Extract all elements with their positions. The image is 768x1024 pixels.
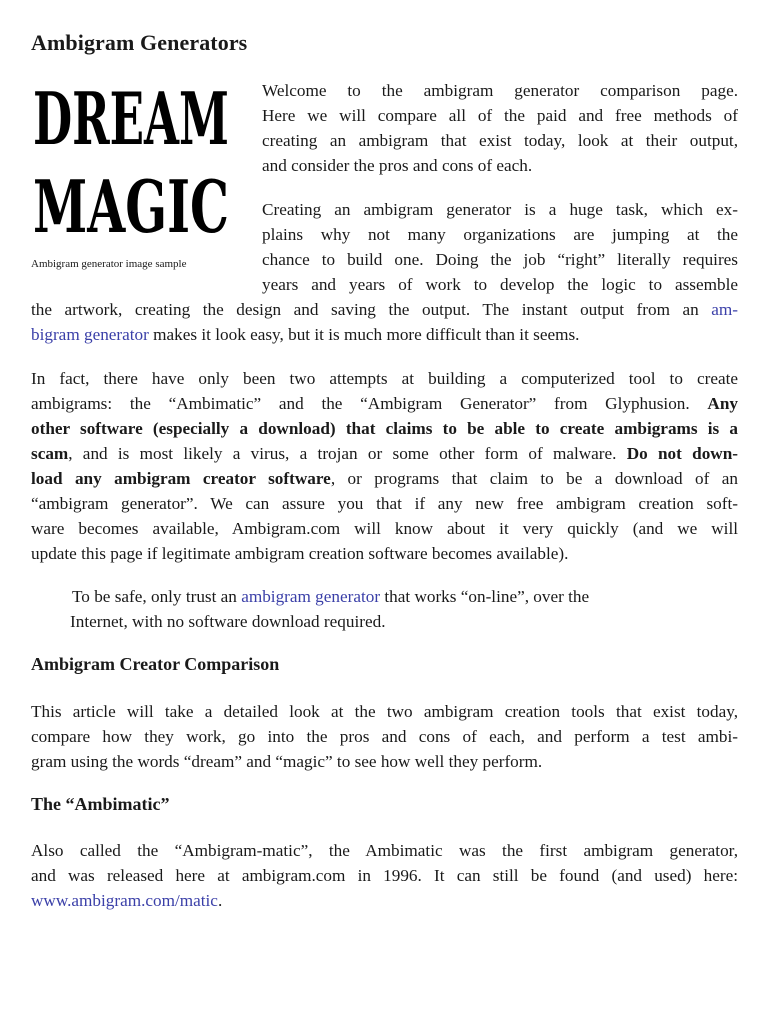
p6-line-3-post: .	[217, 891, 223, 910]
p1-line-2: Here we will compare all of the paid and free methods of	[262, 106, 738, 125]
p5-line-1: This article will take a detailed look at the two ambigram creation tools that exist today,	[31, 702, 738, 721]
heading-comparison: Ambigram Creator Comparison	[31, 654, 280, 674]
p2-line-5	[31, 297, 738, 322]
p3-line-4	[31, 441, 738, 466]
p2-line-1: Creating an ambigram generator is a huge task, which ex-	[262, 200, 738, 219]
p4-line-2: Internet, with no software download required.	[70, 612, 386, 631]
p3-line-3	[31, 416, 738, 441]
p4-line-1-post: that works “on-line”, over the	[380, 587, 590, 606]
p1-line-1: Welcome to the ambigram generator comparison page.	[262, 81, 738, 100]
p3-line-3-bold: other software (especially a download) that claims to be able to create ambigrams is a	[31, 419, 738, 438]
p4-line-1-pre: To be safe, only trust an	[72, 587, 242, 606]
p2-line-6	[31, 322, 579, 347]
ambimatic-link[interactable]: www.ambigram.com/matic	[31, 891, 218, 910]
heading-ambimatic: The “Ambimatic”	[31, 794, 170, 814]
ambigram-generator-link-1[interactable]: am-	[711, 300, 738, 319]
ambigram-word-top: DREAM	[33, 76, 229, 161]
figure-caption: Ambigram generator image sample	[31, 258, 187, 270]
p3-line-5-text: , or programs that claim to be a download of an	[330, 469, 738, 488]
p2-line-5-text: the artwork, creating the design and saving the output. The instant output from an	[31, 300, 699, 319]
p3-line-5-bold: load any ambigram creator software	[31, 469, 331, 488]
p3-line-5	[31, 466, 738, 491]
ambigram-word-bottom: MAGIC	[33, 164, 229, 249]
p1-line-4: and consider the pros and cons of each.	[262, 156, 533, 175]
p3-line-4-text: , and is most likely a virus, a trojan or some other form of malware.	[68, 444, 617, 463]
p1-line-3: creating an ambigram that exist today, look at their output,	[262, 131, 738, 150]
p2-line-3: chance to build one. Doing the job “right” literally requires	[262, 250, 738, 269]
ambigram-figure	[31, 76, 241, 270]
ambigram-generator-link-2[interactable]: ambigram generator	[241, 587, 381, 606]
p3-line-2-text: ambigrams: the “Ambimatic” and the “Ambigram Generator” from Glyphusion.	[31, 394, 690, 413]
p6-line-1: Also called the “Ambigram-matic”, the Ambimatic was the first ambigram generator,	[31, 841, 738, 860]
ambigram-generator-link-1b[interactable]: bigram generator	[31, 325, 149, 344]
p2-line-6-text: makes it look easy, but it is much more difficult than it seems.	[148, 325, 580, 344]
p5-line-2: compare how they work, go into the pros and cons of each, and perform a test ambi-	[31, 727, 738, 746]
p3-line-1: In fact, there have only been two attempts at building a computerized tool to create	[31, 369, 738, 388]
p3-line-2	[31, 391, 738, 416]
p2-line-4: years and years of work to develop the logic to assemble	[262, 275, 738, 294]
p3-line-4-bold-2: Do not down-	[626, 444, 738, 463]
p3-line-6: “ambigram generator”. We can assure you that if any new free ambigram creation soft-	[31, 494, 738, 513]
p3-line-8: update this page if legitimate ambigram creation software becomes available).	[31, 544, 569, 563]
p2-line-2: plains why not many organizations are jumping at the	[262, 225, 738, 244]
p5-line-3: gram using the words “dream” and “magic” to see how well they perform.	[31, 752, 543, 771]
p4-line-1	[72, 584, 589, 609]
p3-line-4-bold: scam	[31, 444, 69, 463]
p6-line-3	[31, 888, 222, 913]
p3-line-7: ware becomes available, Ambigram.com will know about it very quickly (and we will	[31, 519, 738, 538]
p6-line-2: and was released here at ambigram.com in 1996. It can still be found (and used) here:	[31, 866, 738, 885]
ambigram-image	[31, 76, 231, 249]
p3-line-2-bold: Any	[707, 394, 738, 413]
page-title: Ambigram Generators	[31, 30, 248, 55]
